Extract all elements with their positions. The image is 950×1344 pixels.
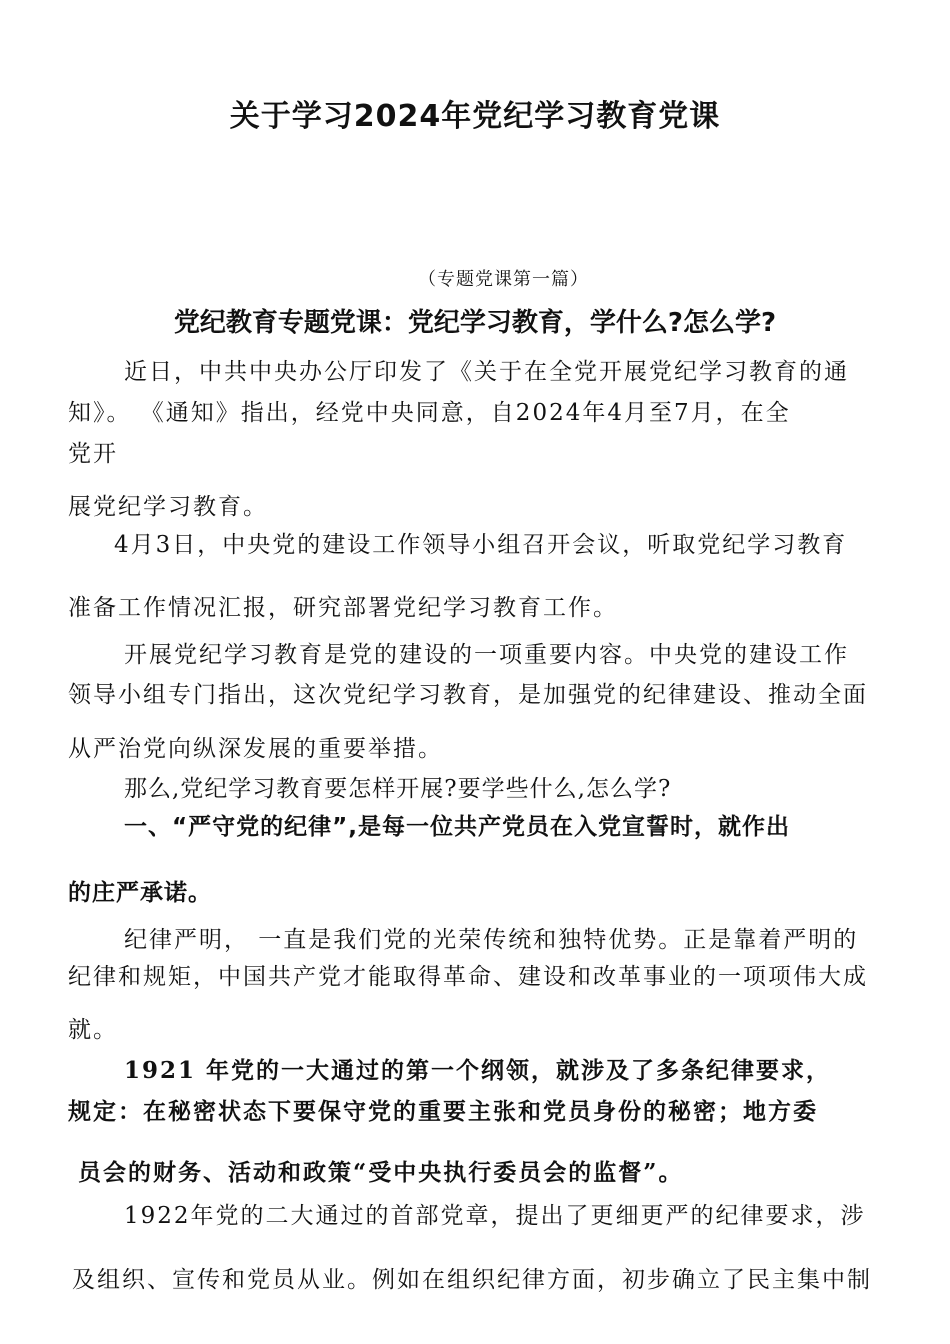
paragraph-line: 就。 [68,1017,118,1043]
paragraph-line: 党开 [68,441,118,467]
paragraph-line: 知》。 《通知》指出，经党中央同意，自2024年4月至7月，在全 [68,400,791,426]
paragraph-line: 近日，中共中央办公厅印发了《关于在全党开展党纪学习教育的通 [124,359,849,385]
paragraph-line: 4月3日，中央党的建设工作领导小组召开会议，听取党纪学习教育 [114,532,848,558]
document-title: 关于学习2024年党纪学习教育党课 [229,99,721,134]
paragraph-line: 展党纪学习教育。 [68,494,268,520]
paragraph-line: 及组织、宣传和党员从业。例如在组织纪律方面，初步确立了民主集中制 [72,1267,872,1293]
series-note: （专题党课第一篇） [418,269,589,290]
paragraph-line: 准备工作情况汇报，研究部署党纪学习教育工作。 [68,595,618,621]
paragraph-line: 开展党纪学习教育是党的建设的一项重要内容。中央党的建设工作 [124,642,849,668]
paragraph-line: 那么,党纪学习教育要怎样开展?要学些什么,怎么学? [124,776,672,802]
paragraph-line: 纪律和规矩，中国共产党才能取得革命、建设和改革事业的一项项伟大成 [68,964,868,990]
section-heading-line: 一、“严守党的纪律”,是每一位共产党员在入党宣誓时，就作出 [124,814,790,840]
emphasis-line: 1921 年党的一大通过的第一个纲领，就涉及了多条纪律要求， [124,1057,832,1084]
paragraph-line: 领导小组专门指出，这次党纪学习教育，是加强党的纪律建设、推动全面 [68,682,868,708]
paragraph-line: 1922年党的二大通过的首部党章，提出了更细更严的纪律要求，涉 [124,1203,866,1229]
paragraph-line: 纪律严明， 一直是我们党的光荣传统和独特优势。正是靠着严明的 [124,927,859,953]
emphasis-line: 员会的财务、活动和政策“受中央执行委员会的监督”。 [78,1159,684,1186]
paragraph-line: 从严治党向纵深发展的重要举措。 [68,736,443,762]
emphasis-line: 规定：在秘密状态下要保守党的重要主张和党员身份的秘密；地方委 [68,1098,818,1125]
lesson-heading: 党纪教育专题党课：党纪学习教育，学什么?怎么学? [173,308,777,338]
section-heading-line: 的庄严承诺。 [68,880,212,906]
